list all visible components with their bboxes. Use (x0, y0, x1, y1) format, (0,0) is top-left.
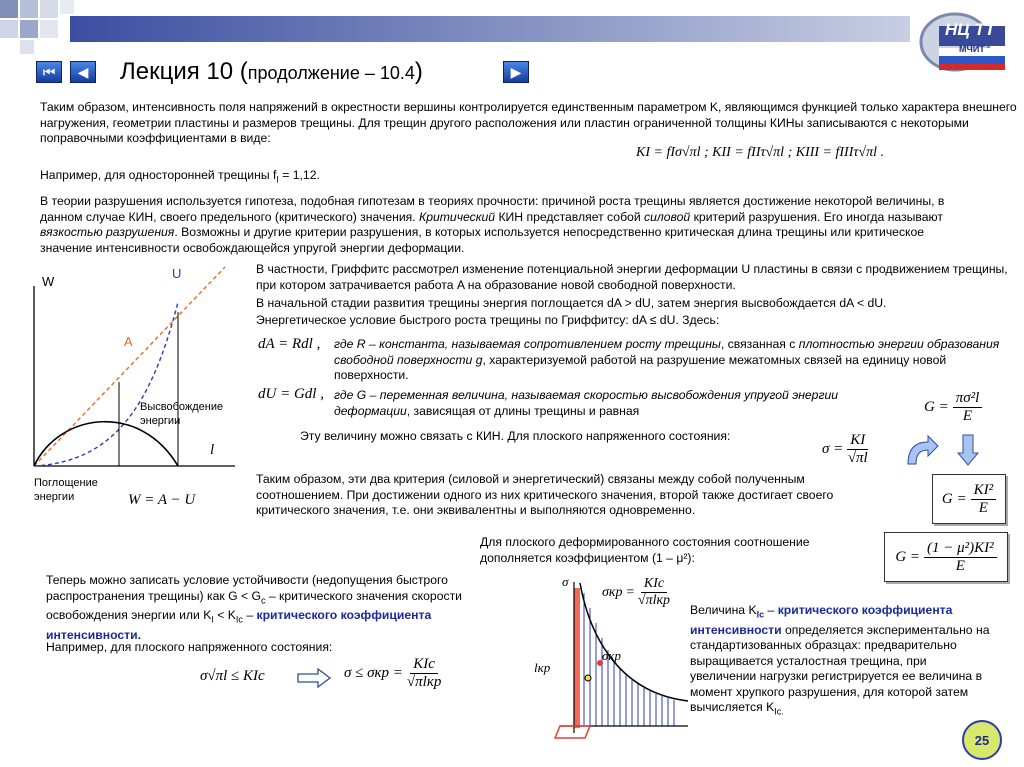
sigma-formula (822, 432, 868, 467)
axis-w-label: W (42, 274, 55, 289)
title-main: Лекция 10 ( (120, 58, 248, 85)
p8-a: где G – переменная величина, называемая (334, 388, 584, 402)
p14-f: Ic. (774, 706, 784, 717)
g-lhs: G = (924, 399, 949, 415)
cond-num: KIc (410, 656, 438, 674)
p12-h: критического коэффициента интенсивности. (46, 608, 432, 643)
axis-l-label: l (210, 442, 215, 458)
nav-first-button[interactable]: ⏮ (36, 61, 62, 83)
sigma-lhs: σ = (822, 441, 844, 457)
g3-lhs: G = (895, 548, 921, 565)
energy-graph (20, 262, 250, 510)
g-num: πσ²l (953, 390, 983, 408)
p8-c: , зависящая от длины трещины и равная (406, 403, 640, 418)
g-plane-strain-box (884, 532, 1008, 582)
paragraph-7 (334, 337, 1014, 384)
paragraph-3 (40, 194, 960, 256)
g2-lhs: G = (941, 490, 967, 507)
p14-e: определяется экспериментально на стандартизованных образцах: предварительно выращивается усталостная трещина, при увеличении нагрузки регистрируется ее величина в момент хрупкого разрушения, для которой затем вычисляется K (690, 622, 990, 715)
absorb-label: Поглощение энергии (34, 477, 98, 503)
p12-f: Ic (235, 614, 243, 625)
p3-b: Критический (419, 209, 496, 224)
p3-g: . Возможны и другие критерии разрушения, в которых используется непосредственно критическая длина трещины или критическое значение интенсивности освобождающейся упругой энергии деформации. (40, 225, 925, 255)
paragraph-12 (46, 573, 506, 644)
p7-a: где R – константа, называемая (334, 337, 524, 351)
sigma-kr-den: √πlкр (637, 593, 671, 608)
sigma-kr-lhs: σкр (602, 584, 623, 600)
nav-prev-button[interactable]: ◀ (70, 61, 96, 83)
p2-sub: I (276, 174, 279, 185)
p14-c: – (764, 603, 778, 617)
p12-c: – критического значения скорости освобождения энергии или K (46, 588, 462, 623)
p3-f: вязкостью разрушения (40, 225, 175, 239)
p7-d: плотностью энергии образования свободной поверхности g (334, 337, 1000, 367)
g2-den: E (978, 499, 988, 516)
cond-den: √πlкр (406, 674, 442, 690)
paragraph-14 (690, 603, 990, 720)
page-number-badge (962, 720, 1002, 760)
g2-num: KI² (971, 482, 997, 500)
down-arrow-icon (956, 433, 980, 472)
kin-formula: KI = fIσ√πl ; KII = fIIτ√πl ; KIII = fIIIτ√πl . (636, 145, 884, 160)
sigma-axis-label: σ (562, 574, 569, 589)
nav-next-button[interactable]: ▶ (503, 61, 529, 83)
sigma-kr-label: σкр (602, 648, 621, 663)
title-subtitle: продолжение – 10.4 (247, 63, 415, 83)
paragraph-2 (40, 168, 320, 188)
page-number: 25 (974, 732, 990, 748)
p3-d: силовой (644, 209, 691, 224)
label-a: A (124, 334, 133, 349)
paragraph-13: Например, для плоского напряженного состояния: (46, 640, 333, 654)
curved-arrow-icon (902, 432, 942, 473)
p12-b: c (260, 594, 266, 605)
p2-end: = 1,12. (278, 168, 320, 182)
g-den: E (962, 408, 973, 424)
p12-e: < K (213, 608, 236, 623)
condition-rhs (344, 656, 441, 691)
release-label: Высвобождение энергии (140, 401, 224, 427)
g3-den: E (955, 557, 965, 574)
title-paren: ) (414, 58, 423, 85)
header-decor (0, 0, 1024, 60)
w-formula: W = A − U (128, 492, 196, 508)
g-formula (924, 390, 982, 425)
paragraph-1: Таким образом, интенсивность поля напряжений в окрестности вершины контролируется единственным параметром K, являющимся функцией только характера внешнего нагружения, геометрии пластины и размеров трещины. Для трещин другого расположения или пластин ограниченной толщины КИНы записываются с некоторыми поправочными коэффициентами в виде: (40, 100, 1017, 145)
p3-e: критерий разрушения. Его иногда называют (690, 209, 943, 224)
paragraph-8 (334, 388, 916, 419)
paragraph-10: Таким образом, эти два критерия (силовой и энергетический) связаны между собой полученным соотношением. При достижении одного из них критического значения, второй также достигает своего критического значения, т.е. они эквивалентны и выполняются одновременно. (256, 472, 834, 517)
right-arrow-icon (296, 668, 332, 693)
da-formula: dA = Rdl , (258, 336, 321, 352)
du-formula: dU = Gdl , (258, 386, 324, 402)
paragraph-5: В начальной стадии развития трещины энергия поглощается dA > dU, затем энергия высвобождается dA < dU. (256, 296, 887, 310)
logo (915, 8, 1007, 74)
l-kr-label: lкр (534, 660, 551, 675)
sigma-den: √πl (847, 450, 868, 466)
cond-rhs-text: σ ≤ σкр = (344, 665, 403, 681)
g-kin-box (932, 474, 1006, 524)
critical-stress-graph (530, 568, 690, 743)
sigma-kr-formula: σкр = $\frac{\text{KIc}}{\text{√πlкр}}$ (602, 576, 671, 608)
paragraph-9: Эту величину можно связать с КИН. Для плоского напряженного состояния: (300, 429, 731, 443)
paragraph-4: В частности, Гриффитс рассмотрел изменение потенциальной энергии деформации U пластины в связи с продвижением трещины, при котором затрачивается работа A на образование новой свободной поверхности. (256, 262, 1008, 292)
p14-a: Величина K (690, 603, 757, 617)
p3-a: В теории разрушения используется гипотеза, подобная гипотезам в теориях прочности: причиной роста трещины является достижение некоторой величины, в данном случае КИН, своего предельного (критического) значения. (40, 194, 945, 224)
line-a (34, 267, 225, 466)
logo-text-top: НЦ ТТ (945, 20, 996, 39)
p12-a: Теперь можно записать условие устойчивости (недопущения быстрого распространения трещины) как G < G (46, 573, 448, 603)
p7-c: , связанная с (720, 337, 799, 351)
p8-b: скоростью высвобождения упругой энергии деформации (334, 388, 839, 418)
paragraph-11: Для плоского деформированного состояния соотношение дополняется коэффициентом (1 – μ²): (480, 535, 810, 565)
sigma-kr-num: KIc (641, 576, 667, 593)
g3-num: (1 − μ²)KI² (924, 540, 997, 558)
logo-text-bottom: МЧИТ (959, 44, 985, 54)
p12-g: – (242, 608, 257, 623)
sigma-num: KI (847, 432, 868, 450)
p14-d: критического коэффициента интенсивности (690, 603, 953, 637)
page-title (120, 58, 423, 86)
p2-text: Например, для односторонней трещины f (40, 168, 277, 182)
p7-e: , характеризуемой работой на разрушение межатомных связей на единицу новой поверхности. (334, 352, 947, 382)
p7-b: сопротивлением росту трещины (523, 337, 721, 351)
condition-lhs: σ√πl ≤ KIc (200, 668, 265, 684)
p14-b: Ic (756, 609, 765, 620)
p12-d: I (211, 614, 214, 625)
label-u: U (172, 266, 182, 281)
paragraph-6: Энергетическое условие быстрого роста трещины по Гриффитсу: dA ≤ dU. Здесь: (256, 313, 720, 327)
p3-c: КИН представляет собой (495, 209, 645, 224)
